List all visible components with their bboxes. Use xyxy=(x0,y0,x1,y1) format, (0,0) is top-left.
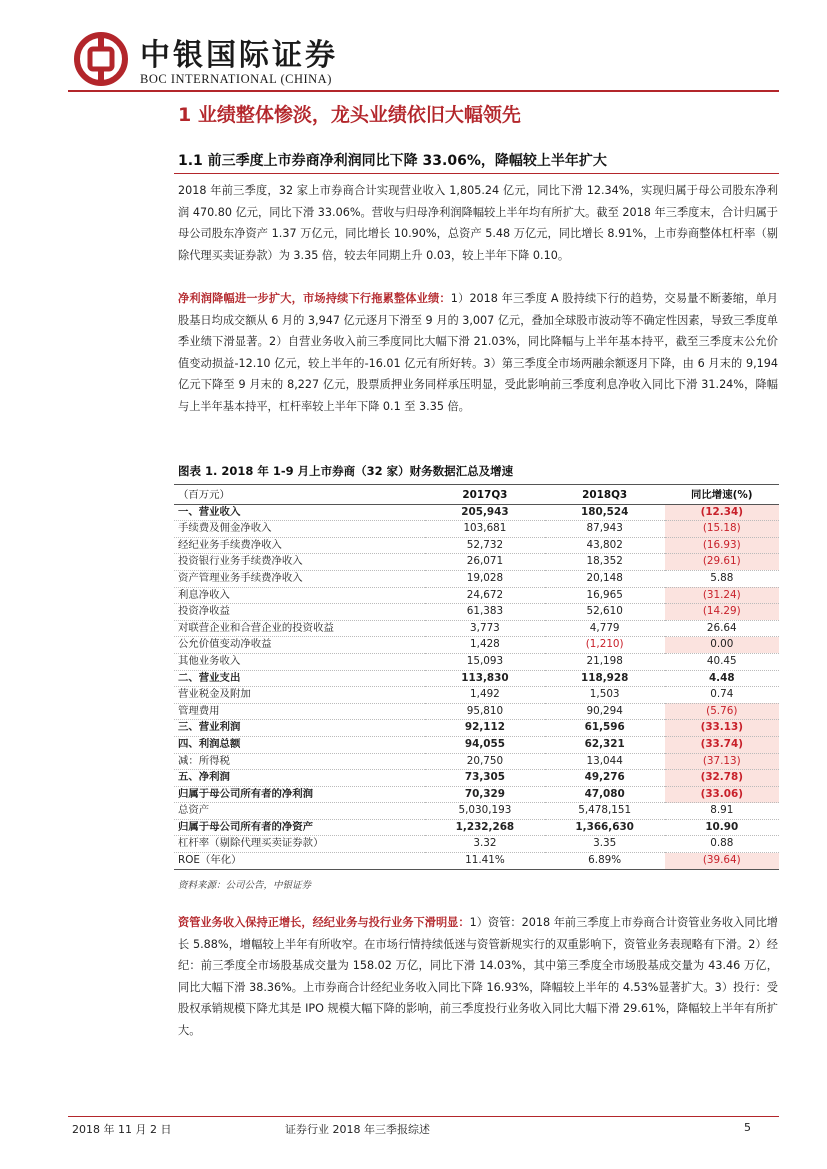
header-divider xyxy=(68,90,779,92)
figure-top-rule xyxy=(174,484,779,485)
value-2017q3: 94,055 xyxy=(464,737,505,750)
table-row xyxy=(174,803,779,820)
table-row xyxy=(174,770,779,787)
value-2018q3: 47,080 xyxy=(584,787,625,800)
column-header-yoy: 同比增速(%) xyxy=(691,489,753,501)
paragraph-lead: 净利润降幅进一步扩大，市场持续下行拖累整体业绩： xyxy=(178,292,451,305)
value-2017q3: 24,672 xyxy=(466,588,504,601)
value-2017q3: 15,093 xyxy=(466,654,504,667)
row-label: 一、营业收入 xyxy=(178,505,241,518)
subsection-divider xyxy=(174,173,779,174)
value-2018q3: 18,352 xyxy=(586,555,623,568)
value-yoy-change: (12.34) xyxy=(665,504,779,521)
brand-name-en: BOC INTERNATIONAL (CHINA) xyxy=(140,72,332,86)
subsection-heading: 1.1 前三季度上市券商净利润同比下降 33.06%，降幅较上半年扩大 xyxy=(178,153,607,169)
table-row xyxy=(174,637,779,654)
value-2017q3: 11.41% xyxy=(465,854,505,867)
row-label: 归属于母公司所有者的净利润 xyxy=(178,787,314,800)
row-label: 管理费用 xyxy=(178,704,220,717)
value-2017q3: 1,428 xyxy=(470,638,500,651)
value-2018q3: 21,198 xyxy=(586,654,623,667)
value-yoy-change: (33.06) xyxy=(665,786,779,803)
value-yoy-change: (16.93) xyxy=(665,537,779,554)
table-row xyxy=(174,587,779,604)
row-label: 五、净利润 xyxy=(178,771,230,784)
brand-name-cn: 中银国际证券 xyxy=(140,38,338,73)
footer-divider xyxy=(68,1116,779,1117)
value-yoy-change: (5.76) xyxy=(665,703,779,720)
value-2018q3: 5,478,151 xyxy=(578,804,632,817)
table-header-row xyxy=(174,488,779,504)
row-label: 四、利润总额 xyxy=(178,737,241,750)
row-label: 投资银行业务手续费净收入 xyxy=(178,555,303,568)
value-yoy-change: (29.61) xyxy=(665,554,779,571)
value-2018q3: 43,802 xyxy=(586,538,623,551)
value-2017q3: 103,681 xyxy=(463,522,507,535)
row-label: 利息净收入 xyxy=(178,588,230,601)
row-label: 手续费及佣金净收入 xyxy=(178,522,272,535)
paragraph-overview: 2018 年前三季度，32 家上市券商合计实现营业收入 1,805.24 亿元，同比下滑 12.34%，实现归属于母公司股东净利润 470.80 亿元，同比下滑 33.06%。营收与归母净利润降幅较上半年均有所扩大。截至 2018 年三季度末，合计归属于母公司股东净资产 1.37 万亿元，同比增长 10.90%，总资产 5.48 万亿元，同比增长 8.91%，上市券商整体杠杆率（剔除代理买卖证券款）为 3.35 倍，较去年同期上升 0.03，较上半年下降 0.10。 xyxy=(178,184,778,262)
value-2017q3: 1,492 xyxy=(470,688,500,701)
row-label: 其他业务收入 xyxy=(178,654,241,667)
row-label: 公允价值变动净收益 xyxy=(178,638,272,651)
table-row xyxy=(174,753,779,770)
value-yoy-change: 8.91 xyxy=(710,804,734,817)
value-2018q3: 1,366,630 xyxy=(575,820,634,833)
table-row xyxy=(174,687,779,704)
value-2017q3: 205,943 xyxy=(461,505,509,518)
value-2017q3: 95,810 xyxy=(466,704,504,717)
table-row xyxy=(174,819,779,836)
boc-logo-icon xyxy=(74,32,128,86)
value-yoy-change: 0.74 xyxy=(710,688,734,701)
value-2017q3: 3.32 xyxy=(473,837,497,850)
value-yoy-change: 40.45 xyxy=(706,654,737,667)
value-2018q3: 62,321 xyxy=(584,737,625,750)
value-yoy-change: 5.88 xyxy=(710,571,734,584)
row-label: 二、营业支出 xyxy=(178,671,241,684)
value-yoy-change: (33.74) xyxy=(665,736,779,753)
value-2017q3: 20,750 xyxy=(466,754,504,767)
value-yoy-change: 10.90 xyxy=(705,820,739,833)
value-yoy-change: (32.78) xyxy=(665,770,779,787)
table-row xyxy=(174,853,779,870)
value-2017q3: 70,329 xyxy=(464,787,505,800)
value-yoy-change: (31.24) xyxy=(665,587,779,604)
table-row xyxy=(174,670,779,687)
value-2018q3: 90,294 xyxy=(586,704,623,717)
table-row xyxy=(174,786,779,803)
table-row xyxy=(174,604,779,621)
row-label: 杠杆率（剔除代理买卖证券款） xyxy=(178,837,324,850)
column-header-2017q3: 2017Q3 xyxy=(462,489,508,501)
row-label: 资产管理业务手续费净收入 xyxy=(178,571,303,584)
value-2017q3: 113,830 xyxy=(461,671,509,684)
table-row xyxy=(174,504,779,521)
value-yoy-change: (33.13) xyxy=(665,720,779,737)
value-2018q3: 61,596 xyxy=(584,721,625,734)
value-2017q3: 1,232,268 xyxy=(455,820,515,833)
row-label: 营业税金及附加 xyxy=(178,688,251,701)
value-yoy-change: 26.64 xyxy=(706,621,737,634)
paragraph-net-profit xyxy=(178,288,778,417)
value-2018q3: 180,524 xyxy=(581,505,629,518)
table-row xyxy=(174,554,779,571)
value-2017q3: 3,773 xyxy=(470,621,500,634)
value-2018q3: 87,943 xyxy=(586,522,623,535)
table-row xyxy=(174,521,779,538)
paragraph-body: 1）资管：2018 年前三季度上市券商合计资管业务收入同比增长 5.88%，增幅较上半年有所收窄。在市场行情持续低迷与资管新规实行的双重影响下，资管业务表现略有下滑。2）经纪：前三季度全市场股基成交量为 158.02 万亿，同比下滑 14.03%，其中第三季度全市场股基成交量为 43.46 万亿，同比大幅下滑 38.36%。上市券商合计经纪业务收入同比下降 16.93%，降幅较上半年的 4.53%显著扩大。3）投行：受股权承销规模下降尤其是 IPO 规模大幅下降的影响，前三季度投行业务收入同比大幅下滑 29.61%，降幅较上半年有所扩大。 xyxy=(178,916,778,1037)
footer-doc-title: 证券行业 2018 年三季报综述 xyxy=(285,1123,430,1136)
value-yoy-change: (39.64) xyxy=(665,853,779,870)
value-2018q3: (1,210) xyxy=(585,638,624,651)
row-label: 减：所得税 xyxy=(178,754,230,767)
value-2018q3: 3.35 xyxy=(593,837,617,850)
value-2017q3: 19,028 xyxy=(466,571,504,584)
value-2017q3: 5,030,193 xyxy=(458,804,512,817)
footer-date: 2018 年 11 月 2 日 xyxy=(72,1123,172,1136)
row-label: 经纪业务手续费净收入 xyxy=(178,538,282,551)
row-label: ROE（年化） xyxy=(178,854,242,867)
value-yoy-change: (15.18) xyxy=(665,521,779,538)
row-label: 归属于母公司所有者的净资产 xyxy=(178,820,314,833)
value-2017q3: 61,383 xyxy=(466,605,504,618)
value-2018q3: 49,276 xyxy=(584,771,625,784)
row-label: 对联营企业和合营企业的投资收益 xyxy=(178,621,334,634)
figure-source: 资料来源：公司公告，中银证券 xyxy=(178,880,312,891)
value-yoy-change: (14.29) xyxy=(665,604,779,621)
section-heading: 1 业绩整体惨淡，龙头业绩依旧大幅领先 xyxy=(178,104,521,126)
row-label: 总资产 xyxy=(178,804,210,817)
page-number: 5 xyxy=(744,1121,751,1134)
table-row xyxy=(174,703,779,720)
value-yoy-change: 4.48 xyxy=(708,671,735,684)
value-2018q3: 20,148 xyxy=(586,571,623,584)
table-row xyxy=(174,736,779,753)
row-label: 三、营业利润 xyxy=(178,721,241,734)
table-row xyxy=(174,653,779,670)
column-header-unit: （百万元） xyxy=(178,489,230,501)
figure-title: 图表 1. 2018 年 1-9 月上市券商（32 家）财务数据汇总及增速 xyxy=(178,464,514,478)
column-header-2018q3: 2018Q3 xyxy=(582,489,628,501)
paragraph-body: 1）2018 年三季度 A 股持续下行的趋势，交易量不断萎缩，单月股基日均成交额从 6 月的 3,947 亿元逐月下滑至 9 月的 3,007 亿元，叠加全球股市波动等不确定性因素，导致三季度单季业绩下滑显著。2）自营业务收入前三季度同比大幅下滑 21.03%，同比降幅与上半年基本持平，截至三季度末公允价值变动损益-12.10 亿元，较上半年的-16.01 亿元有所好转。3）第三季度全市场两融余额逐月下降，由 6 月末的 9,194 亿元下降至 9 月末的 8,227 亿元，股票质押业务同样承压明显，受此影响前三季度利息净收入同比下滑 31.24%，降幅与上半年基本持平，杠杆率较上半年下降 0.1 至 3.35 倍。 xyxy=(178,292,778,413)
table-row xyxy=(174,720,779,737)
value-yoy-change: 0.88 xyxy=(710,837,734,850)
table-row xyxy=(174,537,779,554)
table-row xyxy=(174,620,779,637)
row-label: 投资净收益 xyxy=(178,605,230,618)
value-2018q3: 118,928 xyxy=(581,671,629,684)
value-2018q3: 1,503 xyxy=(589,688,620,701)
value-2017q3: 73,305 xyxy=(464,771,505,784)
financial-summary-table xyxy=(174,488,779,870)
paragraph-lead: 资管业务收入保持正增长，经纪业务与投行业务下滑明显： xyxy=(178,916,470,929)
value-2017q3: 26,071 xyxy=(466,555,504,568)
paragraph-business-lines xyxy=(178,912,778,1041)
value-2017q3: 92,112 xyxy=(464,721,505,734)
value-2018q3: 13,044 xyxy=(586,754,623,767)
value-yoy-change: (37.13) xyxy=(665,753,779,770)
table-row xyxy=(174,836,779,853)
value-yoy-change: 0.00 xyxy=(665,637,779,654)
value-2017q3: 52,732 xyxy=(466,538,504,551)
value-2018q3: 52,610 xyxy=(586,605,623,618)
table-row xyxy=(174,570,779,587)
value-2018q3: 4,779 xyxy=(589,621,620,634)
value-2018q3: 16,965 xyxy=(586,588,623,601)
value-2018q3: 6.89% xyxy=(588,854,622,867)
